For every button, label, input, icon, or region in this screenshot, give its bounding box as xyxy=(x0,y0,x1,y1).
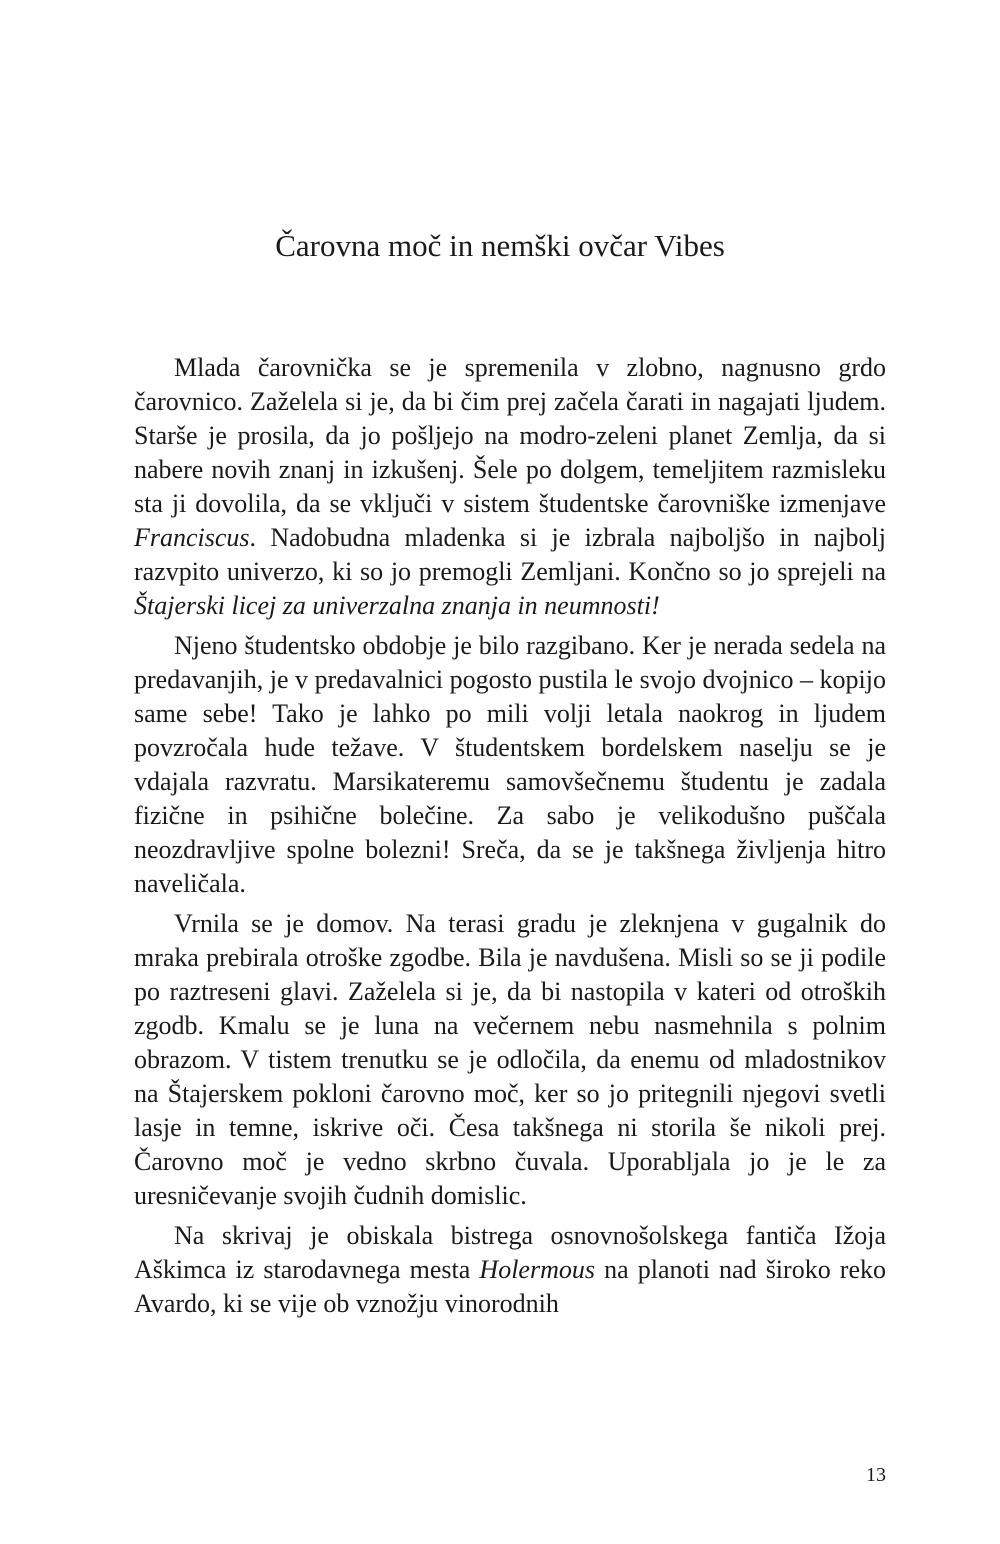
paragraph xyxy=(134,351,886,623)
chapter-body xyxy=(134,351,886,1321)
italic-text-segment: Franciscus xyxy=(134,523,250,552)
text-segment: na planoti nad široko reko Avardo, ki se vije ob vznožju vinorodnih xyxy=(134,1255,886,1318)
text-segment: . Nadobudna mladenka si je izbrala najboljšo in najbolj razvpito univerzo, ki so jo premogli Zemljani. Končno so jo sprejeli na xyxy=(134,523,886,586)
paragraph xyxy=(134,907,886,1213)
italic-text-segment: Holermous xyxy=(479,1255,595,1284)
italic-text-segment: Štajerski licej za univerzalna znanja in neumnosti! xyxy=(134,591,660,620)
text-segment: Njeno študentsko obdobje je bilo razgibano. Ker je nerada sedela na predavanjih, je v predavalnici pogosto pustila le svojo dvojnico – kopijo same sebe! Tako je lahko po mili volji letala naokrog in ljudem povzročala hude težave. V študentskem bordelskem naselju se je vdajala razvratu. Marsikateremu samovšečnemu študentu je zadala fizične in psihične bolečine. Za sabo je velikodušno puščala neozdravljive spolne bolezni! Sreča, da se je takšnega življenja hitro naveličala. xyxy=(134,631,886,898)
paragraph xyxy=(134,629,886,901)
page-number: 13 xyxy=(866,1464,886,1486)
text-segment: Mlada čarovnička se je spremenila v zlobno, nagnusno grdo čarovnico. Zaželela si je, da bi čim prej začela čarati in nagajati ljudem. Starše je prosila, da jo pošljejo na modro-zeleni planet Zemlja, da si nabere novih znanj in izkušenj. Šele po dolgem, temeljitem razmisleku sta ji dovolila, da se vključi v sistem študentske čarovniške izmenjave xyxy=(134,353,886,518)
text-segment: Na skrivaj je obiskala bistrega osnovnošolskega fantiča Ižoja Aškimca iz starodavnega mesta xyxy=(134,1221,886,1284)
text-segment: Vrnila se je domov. Na terasi gradu je zleknjena v gugalnik do mraka prebirala otroške zgodbe. Bila je navdušena. Misli so se ji podile po raztreseni glavi. Zaželela si je, da bi nastopila v kateri od otroških zgodb. Kmalu se je luna na večernem nebu nasmehnila s polnim obrazom. V tistem trenutku se je odločila, da enemu od mladostnikov na Štajerskem pokloni čarovno moč, ker so jo pritegnili njegovi svetli lasje in temne, iskrive oči. Česa takšnega ni storila še nikoli prej. Čarovno moč je vedno skrbno čuvala. Uporabljala jo je le za uresničevanje svojih čudnih domislic. xyxy=(134,909,886,1210)
paragraph xyxy=(134,1219,886,1321)
chapter-title: Čarovna moč in nemški ovčar Vibes xyxy=(275,228,725,263)
